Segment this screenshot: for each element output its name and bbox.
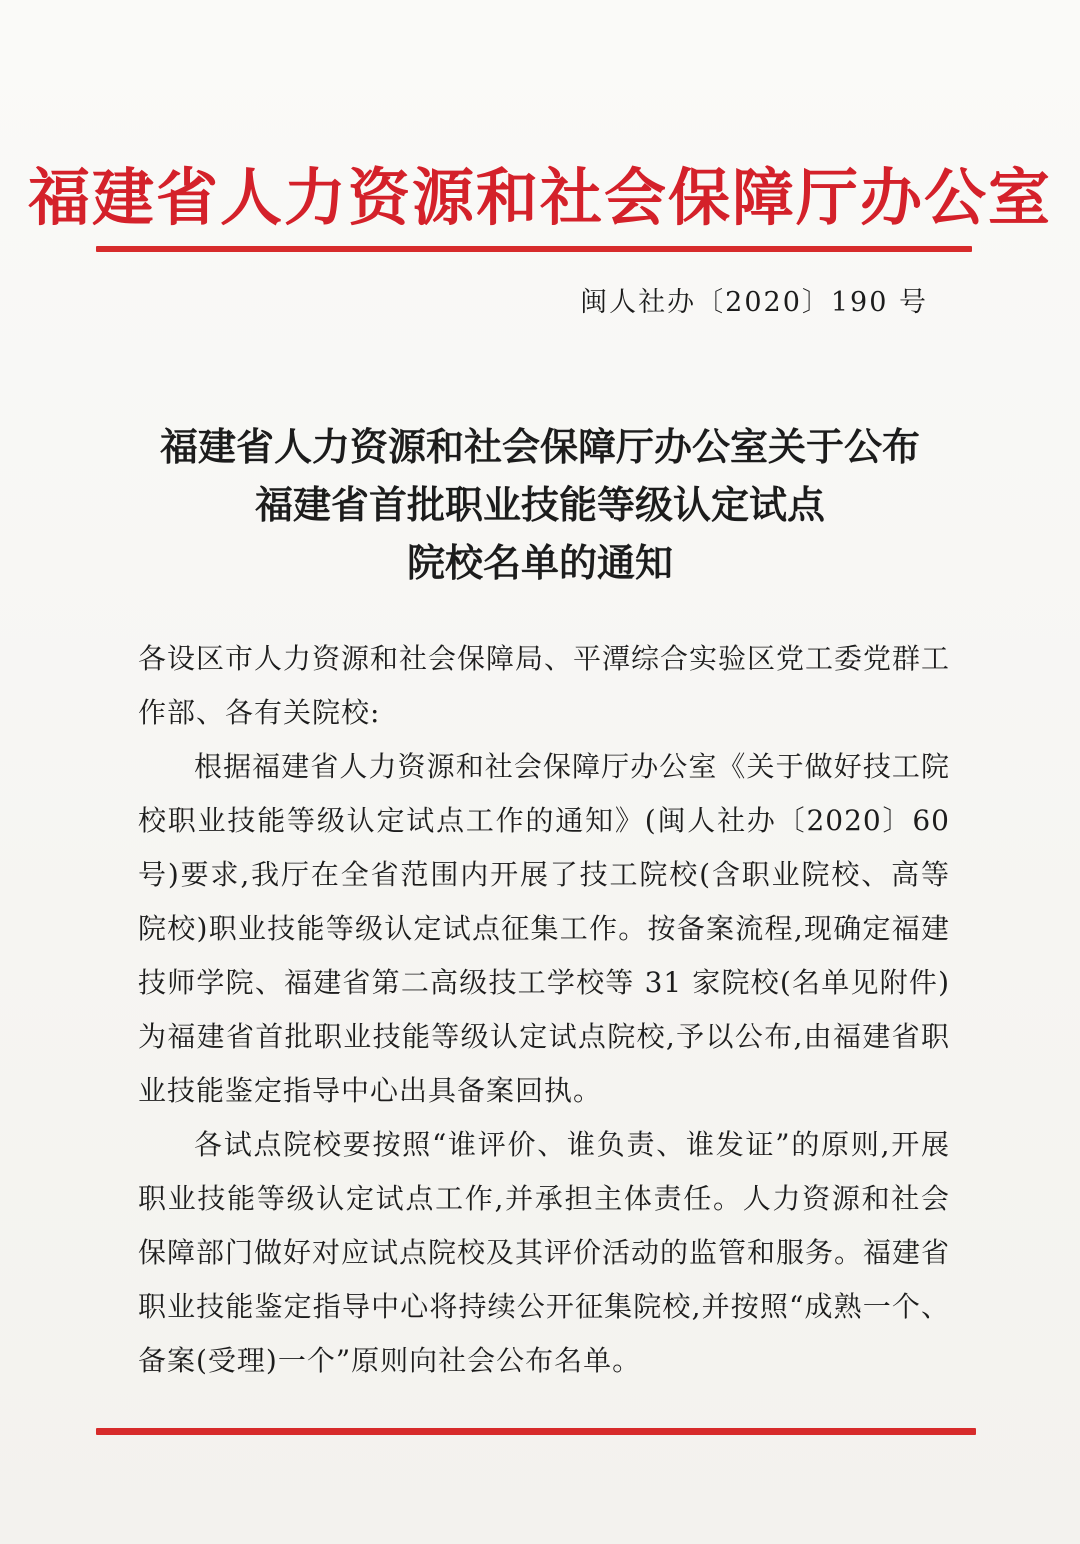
red-header-rule xyxy=(96,246,972,252)
title-line-1: 福建省人力资源和社会保障厅办公室关于公布 xyxy=(159,424,920,469)
salutation: 各设区市人力资源和社会保障局、平潭综合实验区党工委党群工作部、各有关院校: xyxy=(138,642,951,729)
body-paragraph-1: 根据福建省人力资源和社会保障厅办公室《关于做好技工院校职业技能等级认定试点工作的通知》(闽人社办〔2020〕60 号)要求,我厅在全省范围内开展了技工院校(含职业院校、高等院校)职业技能等级认定试点征集工作。按备案流程,现确定福建技师学院、福建省第二高级技工学校等 31 家院校(名单见附件)为福建省首批职业技能等级认定试点院校,予以公布,由福建省职业技能鉴定指导中心出具备案回执。 xyxy=(138,750,950,1107)
red-footer-rule xyxy=(96,1428,976,1435)
document-number: 闽人社办〔2020〕190 号 xyxy=(580,287,928,318)
title-line-3: 院校名单的通知 xyxy=(406,540,673,585)
title-line-2: 福建省首批职业技能等级认定试点 xyxy=(254,482,825,527)
document-body xyxy=(138,632,950,1388)
body-paragraph-2: 各试点院校要按照“谁评价、谁负责、谁发证”的原则,开展职业技能等级认定试点工作,并承担主体责任。人力资源和社会保障部门做好对应试点院校及其评价活动的监管和服务。福建省职业技能鉴定指导中心将持续公开征集院校,并按照“成熟一个、备案(受理)一个”原则向社会公布名单。 xyxy=(138,1128,951,1377)
issuing-office-masthead: 福建省人力资源和社会保障厅办公室 xyxy=(27,161,1052,234)
document-title xyxy=(0,418,1080,592)
